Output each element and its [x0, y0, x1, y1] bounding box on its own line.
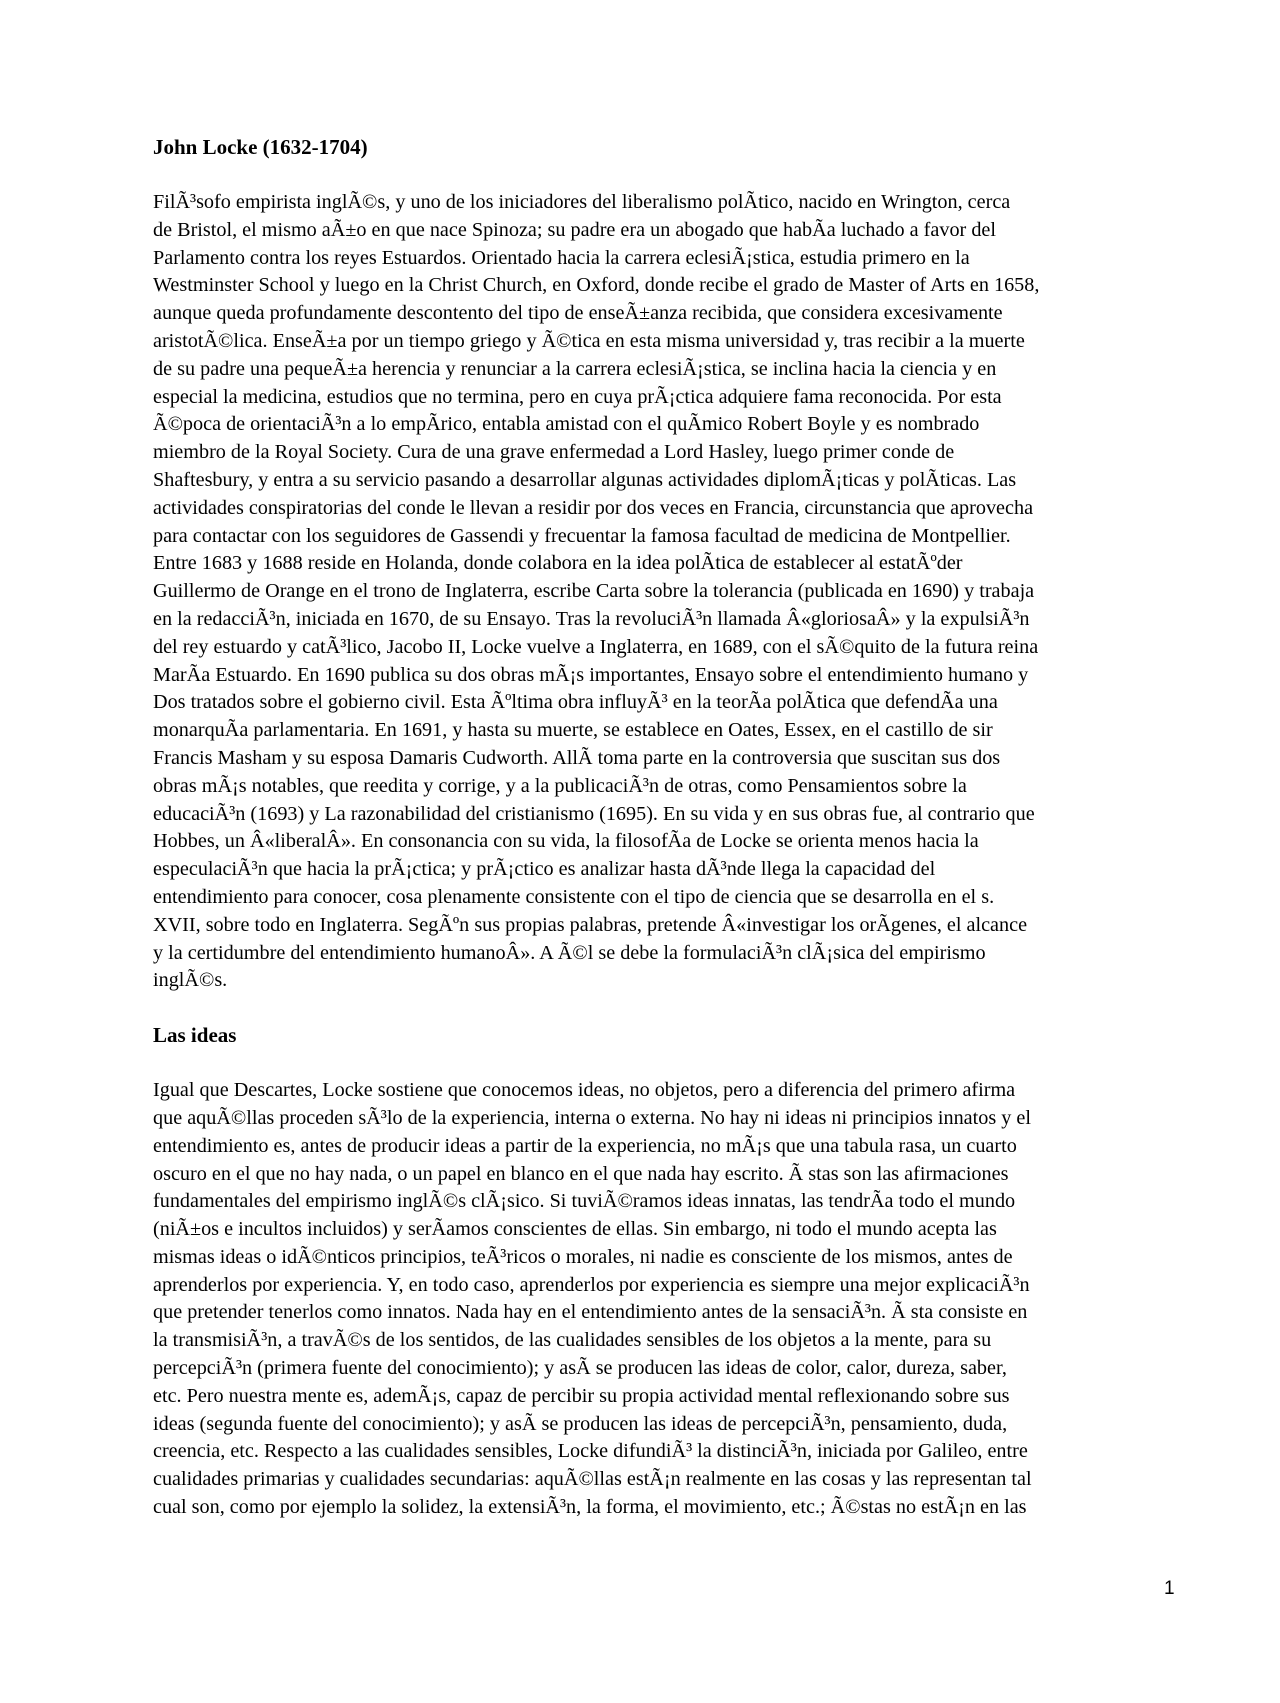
- text-line: de su padre una pequeÃ±a herencia y renunciar a la carrera eclesiÃ¡stica, se inclina hacia la ciencia y en: [153, 357, 997, 380]
- text-line: Shaftesbury, y entra a su servicio pasando a desarrollar algunas actividades diplomÃ¡ticas y polÃticas. Las: [153, 468, 1017, 491]
- text-line: cual son, como por ejemplo la solidez, la extensiÃ³n, la forma, el movimiento, etc.; Ã©stas no estÃ¡n en las: [153, 1496, 1027, 1519]
- text-line: etc. Pero nuestra mente es, ademÃ¡s, capaz de percibir su propia actividad mental reflexionando sobre sus: [153, 1384, 1010, 1407]
- text-line: oscuro en el que no hay nada, o un papel en blanco en el que nada hay escrito. Ã stas son las afirmaciones: [153, 1162, 1009, 1185]
- text-line: monarquÃa parlamentaria. En 1691, y hasta su muerte, se establece en Oates, Essex, en el castillo de sir: [153, 719, 993, 742]
- text-line: ideas (segunda fuente del conocimiento); y asÃ se producen las ideas de percepciÃ³n, pensamiento, duda,: [153, 1412, 1008, 1435]
- ideas-paragraph: [153, 1077, 1159, 1522]
- page-number: 1: [1164, 1578, 1175, 1599]
- text-line: obras mÃ¡s notables, que reedita y corrige, y a la publicaciÃ³n de otras, como Pensamientos sobre la: [153, 774, 967, 797]
- text-line: y la certidumbre del entendimiento humanoÂ». A Ã©l se debe la formulaciÃ³n clÃ¡sica del empirismo: [153, 941, 986, 964]
- text-line: para contactar con los seguidores de Gassendi y frecuentar la famosa facultad de medicina de Montpellier.: [153, 524, 1011, 547]
- text-line: creencia, etc. Respecto a las cualidades sensibles, Locke difundiÃ³ la distinciÃ³n, iniciada por Galileo, entre: [153, 1440, 1028, 1463]
- text-line: entendimiento es, antes de producir ideas a partir de la experiencia, no mÃ¡s que una tabula rasa, un cuarto: [153, 1134, 1017, 1157]
- text-line: Hobbes, un Â«liberalÂ». En consonancia con su vida, la filosofÃa de Locke se orienta menos hacia la: [153, 830, 979, 853]
- text-line: miembro de la Royal Society. Cura de una grave enfermedad a Lord Hasley, luego primer conde de: [153, 441, 955, 464]
- text-line: Parlamento contra los reyes Estuardos. Orientado hacia la carrera eclesiÃ¡stica, estudia primero en la: [153, 246, 970, 269]
- text-line: que pretender tenerlos como innatos. Nada hay en el entendimiento antes de la sensaciÃ³n. Ã sta consiste en: [153, 1301, 1028, 1324]
- text-line: cualidades primarias y cualidades secundarias: aquÃ©llas estÃ¡n realmente en las cosas y las representan tal: [153, 1468, 1032, 1491]
- text-line: educaciÃ³n (1693) y La razonabilidad del cristianismo (1695). En su vida y en sus obras fue, al contrario que: [153, 802, 1035, 825]
- page-content: [153, 133, 1159, 1522]
- text-line: la transmisiÃ³n, a travÃ©s de los sentidos, de las cualidades sensibles de los objetos a la mente, para su: [153, 1329, 992, 1352]
- text-line: Entre 1683 y 1688 reside en Holanda, donde colabora en la idea polÃtica de establecer al estatÃºder: [153, 552, 963, 575]
- biography-paragraph: [153, 189, 1159, 995]
- text-line: aprenderlos por experiencia. Y, en todo caso, aprenderlos por experiencia es siempre una mejor explicaciÃ³n: [153, 1273, 1030, 1296]
- text-line: aristotÃ©lica. EnseÃ±a por un tiempo griego y Ã©tica en esta misma universidad y, tras recibir a la muerte: [153, 329, 1025, 352]
- text-line: percepciÃ³n (primera fuente del conocimiento); y asÃ se producen las ideas de color, calor, dureza, saber,: [153, 1357, 1007, 1380]
- text-line: Francis Masham y su esposa Damaris Cudworth. AllÃ toma parte en la controversia que suscitan sus dos: [153, 746, 1001, 769]
- text-line: Ã©poca de orientaciÃ³n a lo empÃrico, entabla amistad con el quÃmico Robert Boyle y es nombrado: [153, 413, 980, 436]
- text-line: especial la medicina, estudios que no termina, pero en cuya prÃ¡ctica adquiere fama reconocida. Por esta: [153, 385, 1002, 408]
- text-line: Guillermo de Orange en el trono de Inglaterra, escribe Carta sobre la tolerancia (publicada en 1690) y trabaja: [153, 580, 1035, 603]
- text-line: que aquÃ©llas proceden sÃ³lo de la experiencia, interna o externa. No hay ni ideas ni principios innatos y el: [153, 1106, 1031, 1129]
- text-line: mismas ideas o idÃ©nticos principios, teÃ³ricos o morales, ni nadie es consciente de los mismos, antes de: [153, 1245, 1013, 1268]
- text-line: del rey estuardo y catÃ³lico, Jacobo II, Locke vuelve a Inglaterra, en 1689, con el sÃ©quito de la futura reina: [153, 635, 1039, 658]
- text-line: MarÃa Estuardo. En 1690 publica su dos obras mÃ¡s importantes, Ensayo sobre el entendimiento humano y: [153, 663, 1029, 686]
- text-line: de Bristol, el mismo aÃ±o en que nace Spinoza; su padre era un abogado que habÃa luchado a favor del: [153, 218, 996, 241]
- text-line: en la redacciÃ³n, iniciada en 1670, de su Ensayo. Tras la revoluciÃ³n llamada Â«gloriosaÂ» y la expulsiÃ³n: [153, 607, 1030, 630]
- text-line: Dos tratados sobre el gobierno civil. Esta Ãºltima obra influyÃ³ en la teorÃa polÃtica que defendÃa una: [153, 691, 998, 714]
- text-line: FilÃ³sofo empirista inglÃ©s, y uno de los iniciadores del liberalismo polÃtico, nacido en Wrington, cerca: [153, 191, 1011, 213]
- text-line: especulaciÃ³n que hacia la prÃ¡ctica; y prÃ¡ctico es analizar hasta dÃ³nde llega la capacidad del: [153, 858, 936, 881]
- text-line: aunque queda profundamente descontento del tipo de enseÃ±anza recibida, que considera excesivamente: [153, 302, 1003, 325]
- section-heading: Las ideas: [153, 1023, 237, 1048]
- page-title: John Locke (1632-1704): [153, 135, 368, 159]
- text-line: entendimiento para conocer, cosa plenamente consistente con el tipo de ciencia que se desarrolla en el s.: [153, 885, 995, 908]
- text-line: inglÃ©s.: [153, 969, 228, 992]
- text-line: actividades conspiratorias del conde le llevan a residir por dos veces en Francia, circunstancia que aprovecha: [153, 496, 1034, 519]
- text-line: Westminster School y luego en la Christ Church, en Oxford, donde recibe el grado de Master of Arts en 1658,: [153, 274, 1040, 297]
- text-line: XVII, sobre todo en Inglaterra. SegÃºn sus propias palabras, pretende Â«investigar los orÃgenes, el alcance: [153, 913, 1028, 936]
- text-line: fundamentales del empirismo inglÃ©s clÃ¡sico. Si tuviÃ©ramos ideas innatas, las tendrÃa todo el mundo: [153, 1190, 1016, 1213]
- text-line: Igual que Descartes, Locke sostiene que conocemos ideas, no objetos, pero a diferencia del primero afirma: [153, 1079, 1016, 1102]
- text-line: (niÃ±os e incultos incluidos) y serÃamos conscientes de ellas. Sin embargo, ni todo el mundo acepta las: [153, 1218, 997, 1241]
